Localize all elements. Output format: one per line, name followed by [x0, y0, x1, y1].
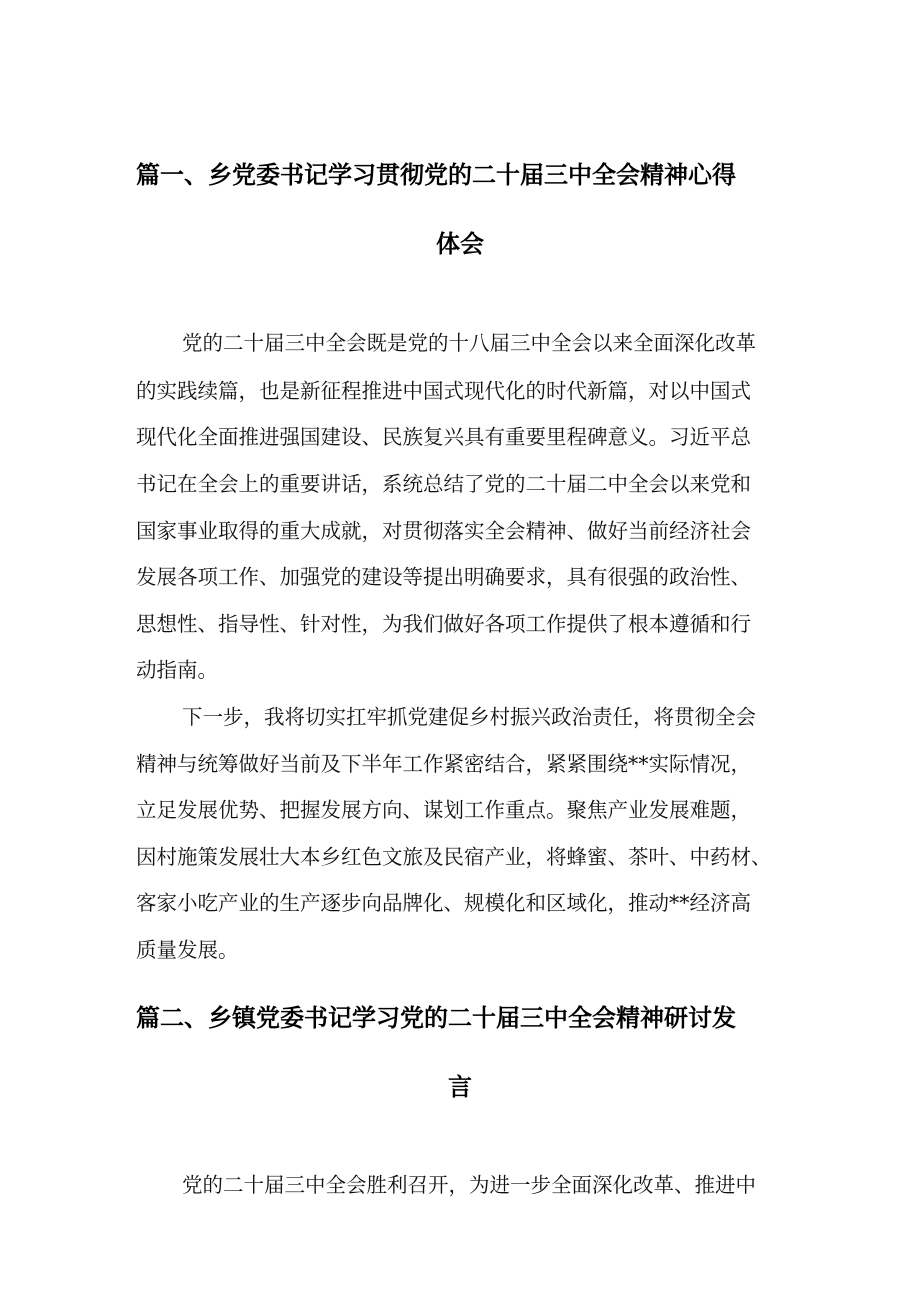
- section2-title-line2: 言: [448, 1073, 472, 1101]
- s1-p1-line: 的实践续篇，也是新征程推进中国式现代化的时代新篇，对以中国式: [136, 379, 751, 403]
- s1-p2-line: 客家小吃产业的生产逐步向品牌化、规模化和区域化，推动**经济高: [136, 891, 751, 915]
- s1-p1-line: 动指南。: [136, 658, 218, 682]
- s1-p2-line: 质量发展。: [136, 938, 239, 962]
- s1-p2-line: 因村施策发展壮大本乡红色文旅及民宿产业，将蜂蜜、茶叶、中药材、: [136, 845, 772, 869]
- s1-p1-line: 书记在全会上的重要讲话，系统总结了党的二十届二中全会以来党和: [136, 472, 751, 496]
- s2-p1-line: 党的二十届三中全会胜利召开，为进一步全面深化改革、推进中: [182, 1173, 756, 1197]
- s1-p1-line: 发展各项工作、加强党的建设等提出明确要求，具有很强的政治性、: [136, 565, 751, 589]
- s1-p1-line: 现代化全面推进强国建设、民族复兴具有重要里程碑意义。习近平总: [136, 425, 751, 449]
- s1-p1-line: 党的二十届三中全会既是党的十八届三中全会以来全面深化改革: [182, 331, 756, 355]
- s1-p1-line: 国家事业取得的重大成就，对贯彻落实全会精神、做好当前经济社会: [136, 519, 751, 543]
- s1-p2-line: 精神与统筹做好当前及下半年工作紧密结合，紧紧围绕**实际情况，: [136, 752, 751, 776]
- s1-p1-line: 思想性、指导性、针对性，为我们做好各项工作提供了根本遵循和行: [136, 612, 751, 636]
- section1-title-line2: 体会: [436, 230, 484, 258]
- s1-p2-line: 立足发展优势、把握发展方向、谋划工作重点。聚焦产业发展难题，: [136, 798, 751, 822]
- s1-p2-line: 下一步，我将切实扛牢抓党建促乡村振兴政治责任，将贯彻全会: [182, 705, 756, 729]
- section2-title-line1: 篇二、乡镇党委书记学习党的二十届三中全会精神研讨发: [136, 1004, 736, 1032]
- section1-title-line1: 篇一、乡党委书记学习贯彻党的二十届三中全会精神心得: [136, 161, 736, 189]
